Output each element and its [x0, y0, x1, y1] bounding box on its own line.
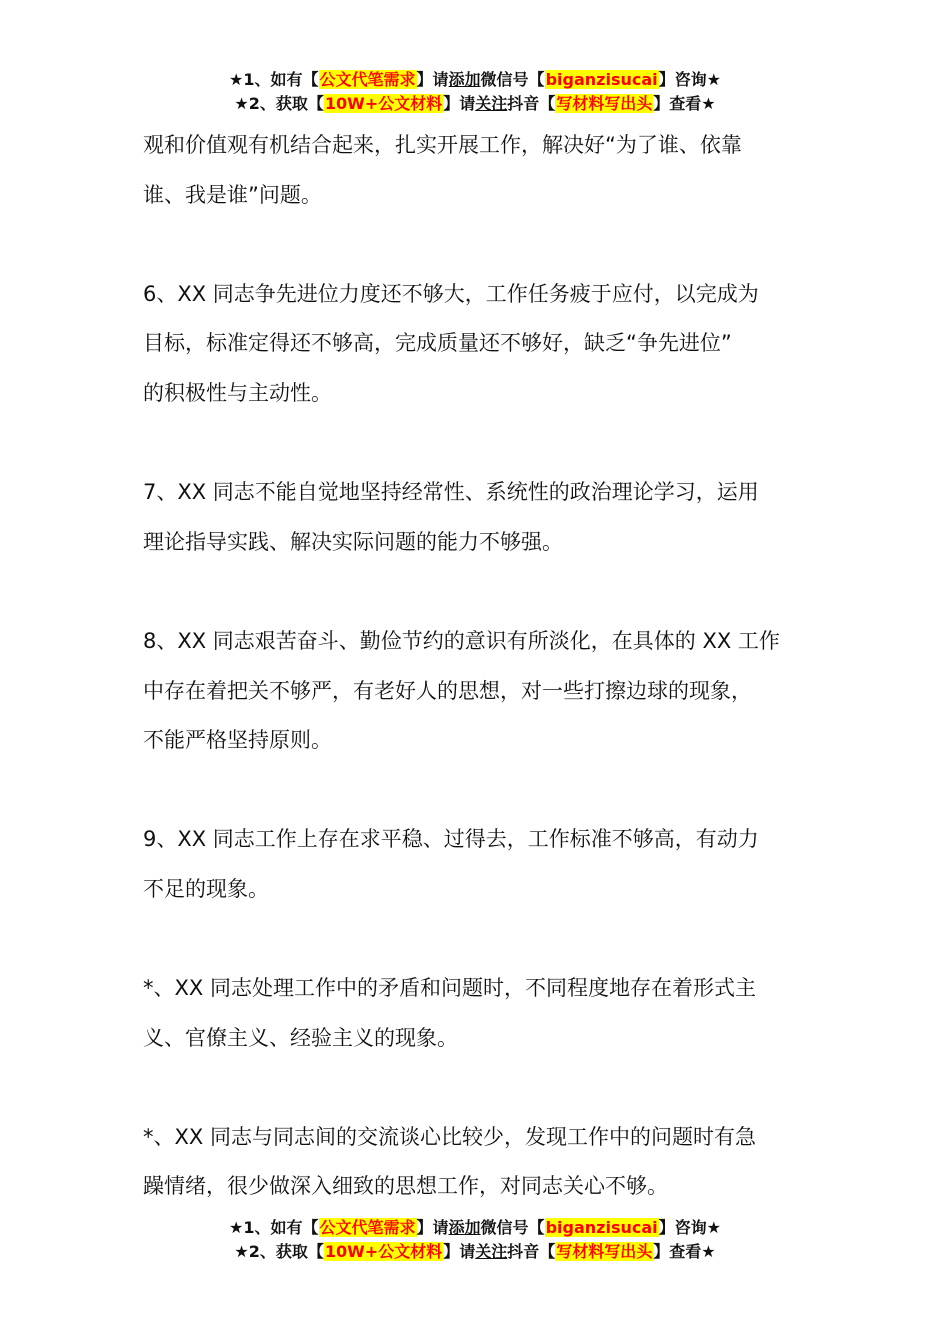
- banner-text: 】咨询★: [658, 70, 721, 89]
- banner-text: 】查看★: [653, 94, 716, 113]
- banner-line-2: [0, 1240, 950, 1264]
- banner-underline: 关注: [475, 1242, 508, 1261]
- banner-text: 抖音【: [507, 94, 556, 113]
- paragraph-gap: [143, 419, 813, 469]
- banner-highlight: 10W+公文材料: [324, 1242, 443, 1261]
- paragraph-line: 不能严格坚持原则。: [143, 728, 332, 753]
- banner-text: 抖音【: [507, 1242, 556, 1261]
- banner-text: 】请: [443, 1242, 476, 1261]
- banner-text: ★2、获取【: [234, 94, 324, 113]
- paragraph-line: 观和价值观有机结合起来，扎实开展工作，解决好“为了谁、依靠: [143, 133, 742, 157]
- banner-text: 微信号【: [480, 70, 545, 89]
- paragraph-gap: [143, 220, 813, 270]
- banner-text: ★2、获取【: [234, 1242, 324, 1261]
- paragraph-line: 6、XX 同志争先进位力度还不够大，工作任务疲于应付，以完成为: [143, 281, 759, 306]
- banner-highlight: biganzisucai: [545, 70, 658, 89]
- paragraph-line: 义、官僚主义、经验主义的现象。: [143, 1025, 458, 1050]
- banner-text: 】请: [416, 70, 449, 89]
- banner-text: ★1、如有【: [229, 1218, 319, 1237]
- banner-highlight: biganzisucai: [545, 1218, 658, 1237]
- banner-underline: 添加: [448, 70, 481, 89]
- paragraph-line: 8、XX 同志艰苦奋斗、勤俭节约的意识有所淡化，在具体的 XX 工作: [143, 628, 780, 653]
- paragraph-line: 躁情绪，很少做深入细致的思想工作，对同志关心不够。: [143, 1174, 668, 1199]
- banner-highlight: 写材料写出头: [556, 94, 653, 113]
- banner-text: 】请: [416, 1218, 449, 1237]
- paragraph-gap: [143, 766, 813, 816]
- banner-line-1: [0, 68, 950, 92]
- banner-text: 微信号【: [480, 1218, 545, 1237]
- paragraph-gap: [143, 567, 813, 617]
- banner-underline: 关注: [475, 94, 508, 113]
- banner-text: 】咨询★: [658, 1218, 721, 1237]
- paragraph-line: 理论指导实践、解决实际问题的能力不够强。: [143, 529, 563, 554]
- paragraph-line: *、XX 同志与同志间的交流谈心比较少，发现工作中的问题时有急: [143, 1124, 756, 1149]
- banner-text: 】查看★: [653, 1242, 716, 1261]
- banner-line-2: [0, 92, 950, 116]
- paragraph-line: 中存在着把关不够严，有老好人的思想，对一些打擦边球的现象，: [143, 678, 752, 703]
- paragraph-gap: [143, 915, 813, 965]
- banner-text: 】请: [443, 94, 476, 113]
- banner-highlight: 写材料写出头: [556, 1242, 653, 1261]
- paragraph-gap: [143, 1063, 813, 1113]
- banner-text: ★1、如有【: [229, 70, 319, 89]
- paragraph-line: 9、XX 同志工作上存在求平稳、过得去，工作标准不够高，有动力: [143, 827, 759, 852]
- paragraph-line: 目标，标准定得还不够高，完成质量还不够好，缺乏“争先进位”: [143, 331, 732, 356]
- banner-highlight: 10W+公文材料: [324, 94, 443, 113]
- header-banner: [0, 68, 950, 116]
- paragraph-line: 不足的现象。: [143, 876, 269, 901]
- paragraph-line: *、XX 同志处理工作中的矛盾和问题时，不同程度地存在着形式主: [143, 976, 756, 1001]
- banner-line-1: [0, 1216, 950, 1240]
- document-body: [143, 121, 813, 1212]
- banner-highlight: 公文代笔需求: [319, 70, 416, 89]
- footer-banner: [0, 1216, 950, 1264]
- paragraph-line: 谁、我是谁”问题。: [143, 182, 322, 207]
- paragraph-line: 的积极性与主动性。: [143, 380, 332, 405]
- paragraph-line: 7、XX 同志不能自觉地坚持经常性、系统性的政治理论学习，运用: [143, 480, 759, 505]
- banner-highlight: 公文代笔需求: [319, 1218, 416, 1237]
- banner-underline: 添加: [448, 1218, 481, 1237]
